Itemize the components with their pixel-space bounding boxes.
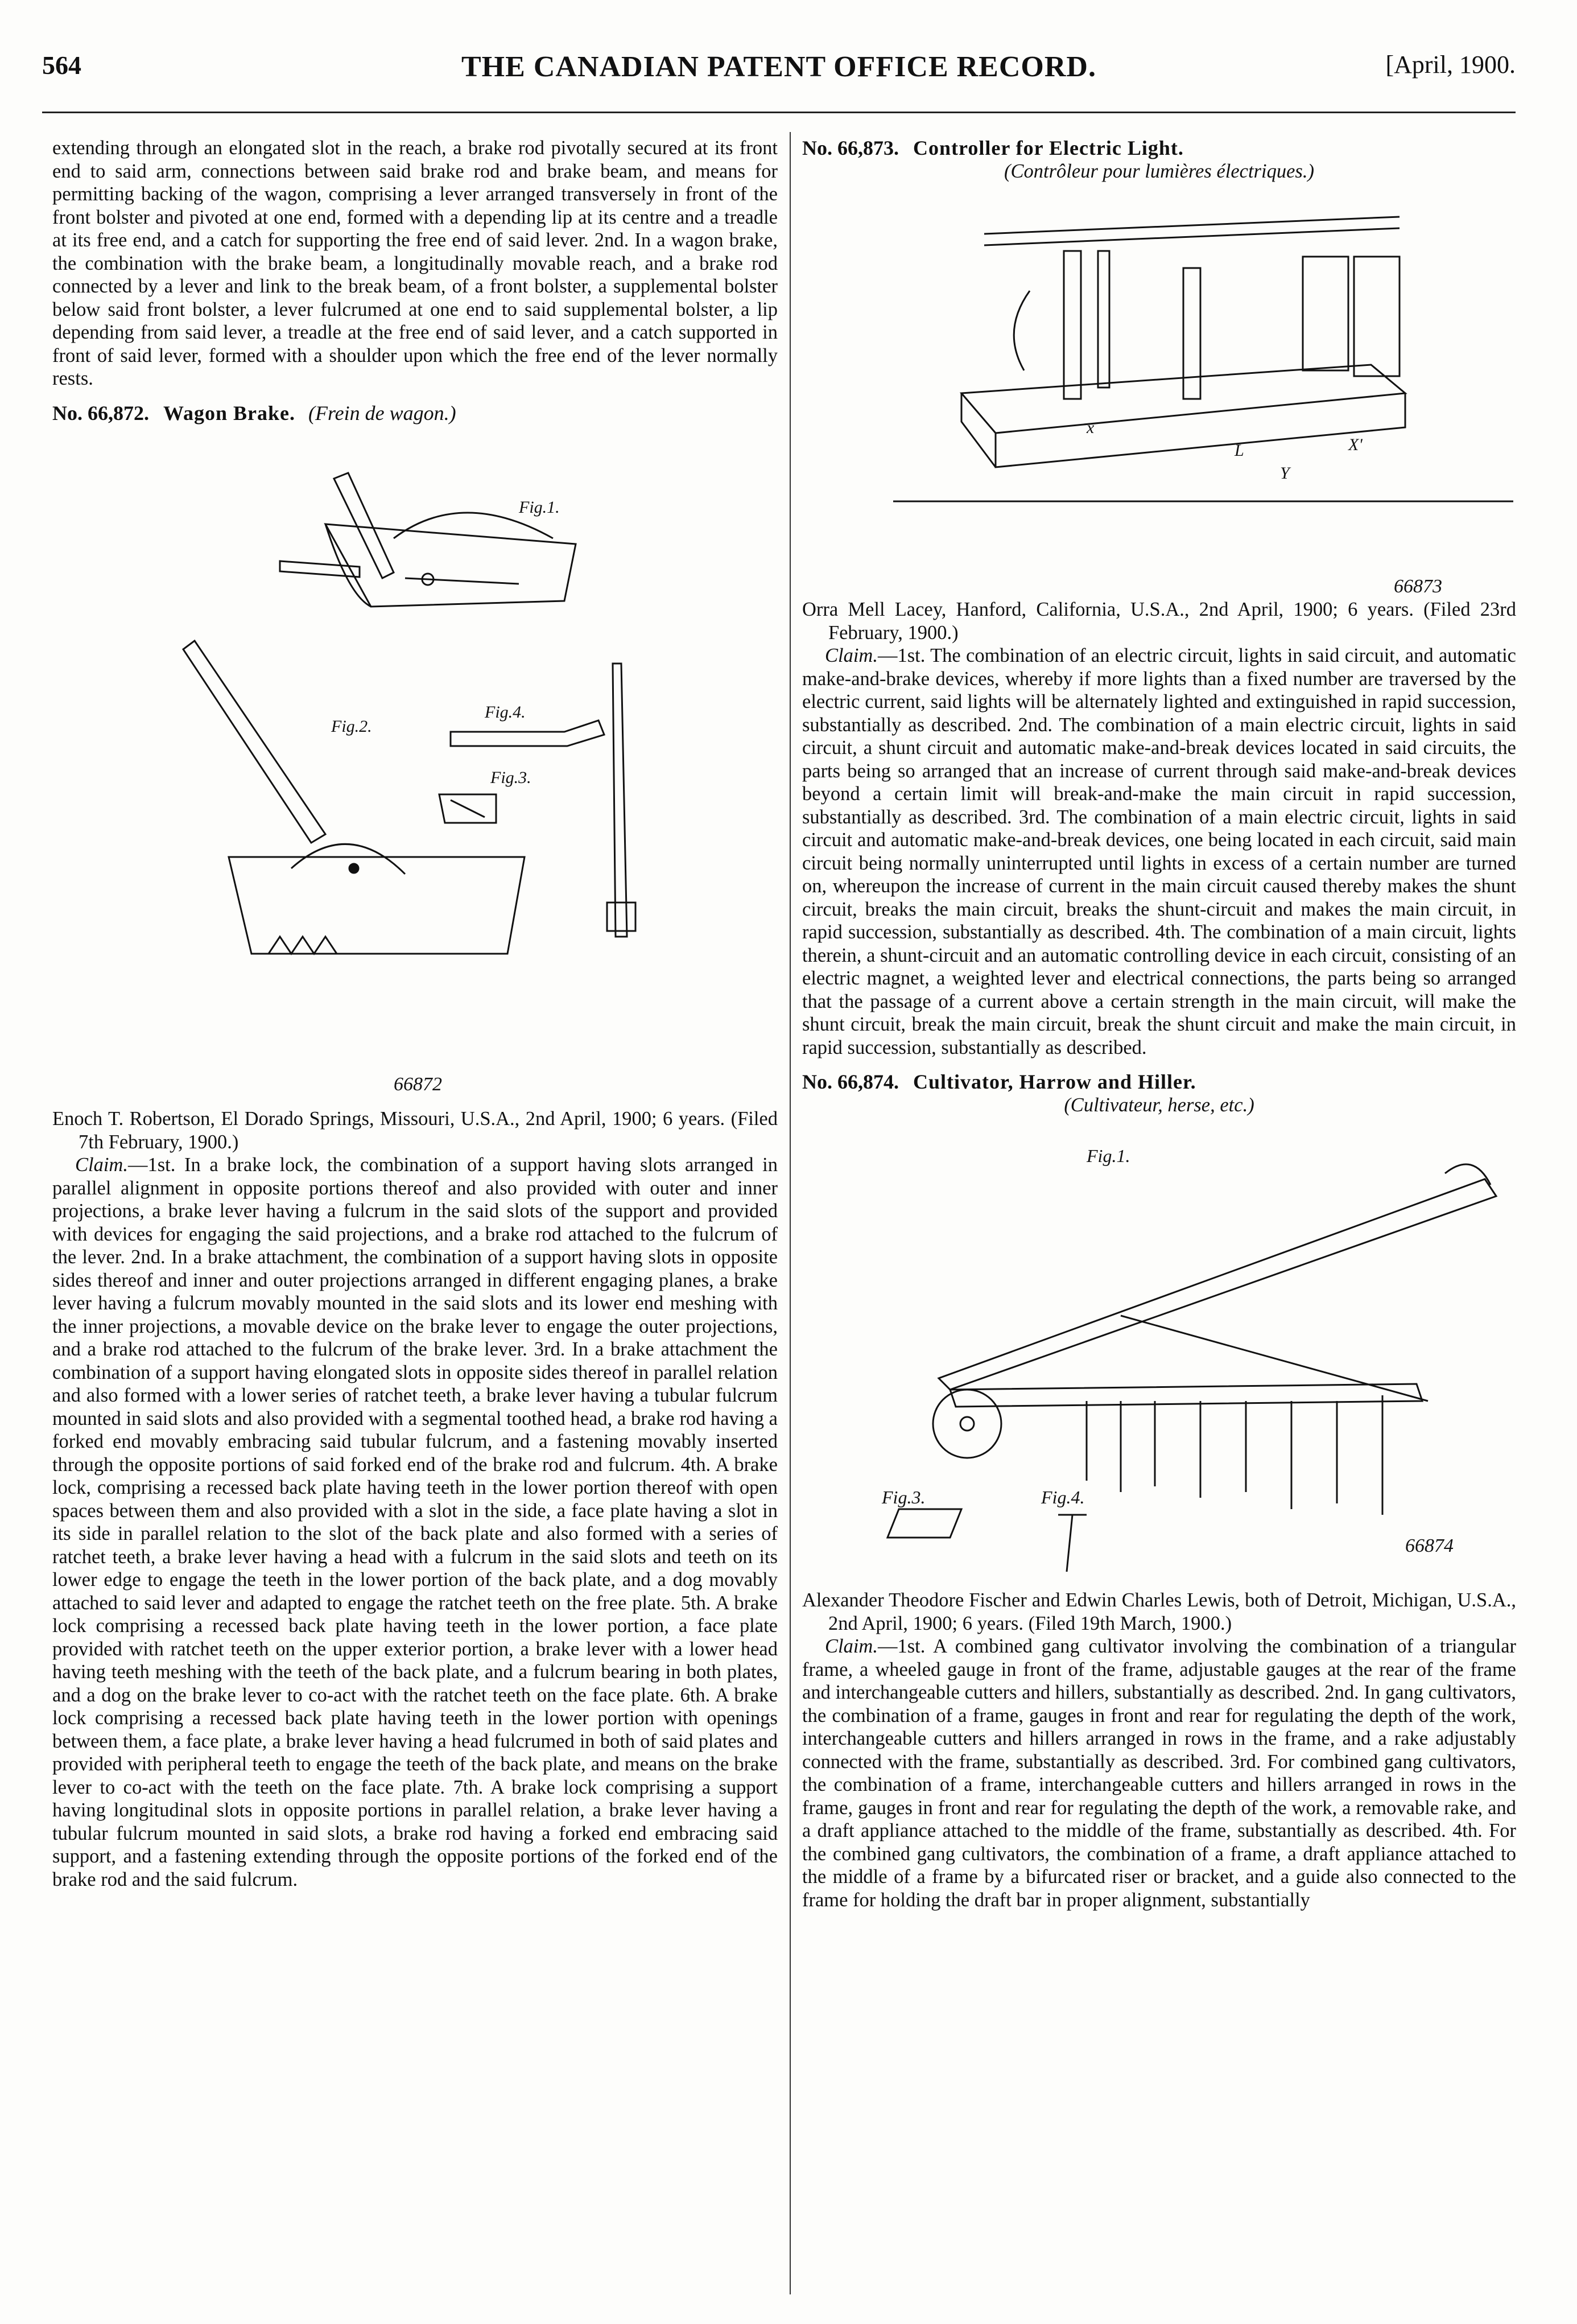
patent-number: No. 66,872. bbox=[52, 401, 149, 425]
patent-french-title: (Frein de wagon.) bbox=[308, 401, 456, 425]
inventor-info: Alexander Theodore Fischer and Edwin Charles Lewis, both of Detroit, Michigan, U.S.A., 2nd April, 1900; 6 years. (Filed 19th March, 1900.) bbox=[802, 1589, 1516, 1634]
right-column bbox=[802, 137, 1516, 1911]
claim-text bbox=[802, 644, 1516, 1059]
issue-date: [April, 1900. bbox=[1385, 51, 1516, 79]
left-column bbox=[52, 137, 778, 1891]
claim-label: Claim. bbox=[825, 645, 878, 666]
figure-number: 66873 bbox=[1394, 576, 1442, 597]
figure-number: 66872 bbox=[394, 1074, 442, 1095]
svg-text:Fig.1.: Fig.1. bbox=[1087, 1145, 1130, 1166]
page-header bbox=[42, 50, 1516, 101]
electric-controller-illustration bbox=[802, 183, 1516, 598]
electric-controller-drawing bbox=[802, 183, 1516, 598]
patent-heading-66873 bbox=[802, 137, 1516, 160]
claim-body: —1st. A combined gang cultivator involving the combination of a triangular frame, a wheeled gauge in front of the frame, adjustable gauges at the rear of the frame and interchangeable cutters and hillers, substantially as described. 2nd. In gang cultivators, the combination of a frame, gauges in front and rear for regulating the depth of the work, interchangeable cutters and hillers arranged in rows in the frame, and a rake adjustably connected with the frame, substantially as described. 3rd. For combined gang cultivators, the combination of a frame, interchangeable cutters and hillers arranged in rows in the frame, gauges in front and rear for regulating the depth of the work, a removable rake, and a draft appliance attached to the middle of the frame, substantially as described. 4th. For the combined gang cultivators, the combination of a frame, a draft appliance attached to the middle of a frame by a bifurcated riser or bracket, and a guide also connected to the frame for holding the draft bar in proper alignment, substantially bbox=[802, 1635, 1516, 1911]
page-number: 564 bbox=[42, 51, 81, 80]
wagon-brake-illustration bbox=[52, 425, 778, 1107]
svg-text:x: x bbox=[1087, 418, 1095, 437]
svg-text:Fig.1.: Fig.1. bbox=[519, 498, 560, 517]
cultivator-illustration bbox=[802, 1116, 1516, 1589]
svg-text:L: L bbox=[1235, 441, 1244, 460]
claim-text bbox=[52, 1153, 778, 1891]
inventor-info: Orra Mell Lacey, Hanford, California, U.S.A., 2nd April, 1900; 6 years. (Filed 23rd February, 1900.) bbox=[802, 599, 1516, 644]
patent-title: Wagon Brake. bbox=[163, 401, 296, 425]
svg-text:Fig.3.: Fig.3. bbox=[882, 1487, 926, 1507]
claim-text bbox=[802, 1635, 1516, 1911]
claim-body: —1st. The combination of an electric circuit, lights in said circuit, and automatic make-and-brake devices, whereby if more lights than a fixed number are traversed by the electric current, said lights will be alternately lighted and extinguished in rapid succession, substantially as described. 2nd. The combination of a main electric circuit, lights in said circuit, a shunt circuit and automatic make-and-break devices located in said circuits, the parts being so arranged that an increase of current through said make-and-break devices beyond a certain limit will break-and-make the main circuit in rapid succession, substantially as described. 3rd. The combination of a main electric circuit, lights in said circuit and automatic make-and-break devices, one being located in each circuit, said main circuit being normally uninterrupted until lights in excess of a certain number are turned on, whereupon the increase of current in the main circuit caused thereby makes the shunt circuit, breaks the main circuit, breaks the shunt-circuit and makes the main circuit, in rapid succession, substantially as described. 4th. The combination of a main circuit, lights therein, a shunt-circuit and an automatic controlling device in each circuit, consisting of an electric magnet, a weighted lever and electrical connections, the parts being so arranged that the passage of a current above a certain strength in the main circuit, will make the shunt circuit, break the main circuit, break the shunt circuit and make the main circuit, in rapid succession, substantially as described. bbox=[802, 645, 1516, 1058]
patent-french-title: (Cultivateur, herse, etc.) bbox=[1064, 1094, 1254, 1116]
svg-text:X': X' bbox=[1348, 435, 1363, 454]
patent-french-title: (Contrôleur pour lumières électriques.) bbox=[1004, 160, 1314, 182]
publication-title: THE CANADIAN PATENT OFFICE RECORD. bbox=[461, 51, 1096, 83]
patent-title: Controller for Electric Light. bbox=[913, 137, 1184, 159]
claim-label: Claim. bbox=[75, 1154, 128, 1176]
svg-text:Fig.2.: Fig.2. bbox=[331, 717, 372, 736]
cultivator-drawing bbox=[802, 1116, 1516, 1589]
wagon-brake-drawing bbox=[52, 425, 778, 1107]
patent-title: Cultivator, Harrow and Hiller. bbox=[913, 1070, 1196, 1093]
svg-text:Fig.3.: Fig.3. bbox=[490, 768, 531, 787]
patent-heading-66872 bbox=[52, 402, 778, 425]
svg-text:Fig.4.: Fig.4. bbox=[485, 703, 526, 722]
figure-number: 66874 bbox=[1405, 1535, 1454, 1556]
patent-heading-66874 bbox=[802, 1070, 1516, 1094]
header-rule bbox=[42, 112, 1516, 113]
column-divider bbox=[790, 132, 791, 2294]
inventor-info: Enoch T. Robertson, El Dorado Springs, Missouri, U.S.A., 2nd April, 1900; 6 years. (Filed 7th February, 1900.) bbox=[52, 1108, 778, 1153]
svg-text:Fig.4.: Fig.4. bbox=[1041, 1487, 1085, 1507]
patent-number: No. 66,873. bbox=[802, 137, 899, 159]
continued-claim-text: extending through an elongated slot in the reach, a brake rod pivotally secured at its front end to said arm, connections between said brake rod and brake beam, and means for permitting backing of the wagon, comprising a lever arranged transversely in front of the front bolster and pivoted at one end, formed with a depending lip at its centre and a treadle at its free end, and a catch for supporting the free end of said lever. 2nd. In a wagon brake, the combination with the brake beam, a longitudinally movable reach, and a brake rod connected by a lever and link to the break beam, of a front bolster, a supplemental bolster below said front bolster, a lever fulcrumed at one end to said supplemental bolster, a lip depending from said lever, a treadle at the free end of said lever, and a catch supported in front of said lever, formed with a shoulder upon which the free end of the lever normally rests. bbox=[52, 137, 778, 389]
patent-number: No. 66,874. bbox=[802, 1070, 899, 1093]
claim-label: Claim. bbox=[825, 1635, 878, 1657]
svg-text:Y: Y bbox=[1280, 464, 1290, 483]
claim-body: —1st. In a brake lock, the combination of a support having slots arranged in parallel alignment in opposite portions thereof and also provided with outer and inner projections, a brake lever having a fulcrum in the said slots of the support and provided with devices for engaging the said projections, and a brake rod attached to the fulcrum of the lever. 2nd. In a brake attachment, the combination of a support having slots in opposite sides thereof and inner and outer projections arranged in different engaging planes, a brake lever having a fulcrum movably mounted in the said slots and its lower end meshing with the inner projections, a movable device on the brake lever to engage the outer projections, and a brake rod attached to the fulcrum of the brake lever. 3rd. In a brake attachment the combination of a support having elongated slots in opposite sides thereof in parallel relation and also formed with a lower series of ratchet teeth, a brake lever having a tubular fulcrum mounted in said slots and also provided with a segmental toothed head, a brake rod having a forked end movably embracing said tubular fulcrum, and a fastening movably inserted through the opposite portions of said forked end of the brake rod and fulcrum. 4th. A brake lock, comprising a recessed back plate having teeth in the lower portion thereof with open spaces between them and also provided with a slot in the side, a face plate having a slot in its side in parallel relation to the slot of the back plate and also formed with a series of ratchet teeth, a brake lever having a head with a fulcrum in the said slots and teeth on its lower edge to engage the teeth in the lower portion of the back plate, and a dog movably attached to said lever and adapted to engage the ratchet teeth on the free plate. 5th. A brake lock comprising a recessed back plate having teeth in the lower portion, a face plate provided with ratchet teeth on the upper exterior portion, a brake lever with a lower head having teeth meshing with the teeth of the back plate, and a fulcrum bearing in both plates, and a dog on the brake lever to co-act with the ratchet teeth on the face plate. 6th. A brake lock comprising a recessed back plate having teeth in the lower portion with openings between them, a face plate, a brake lever having a head fulcrumed in both of said plates and provided with peripheral teeth to engage the teeth of the back plate, and means on the brake lever to co-act with the teeth on the face plate. 7th. A brake lock comprising a support having longitudinal slots in opposite portions in parallel relation, a brake lever having a tubular fulcrum mounted in said slots, a brake rod having a forked end embracing said support, and a fastening extending through the opposite portions of the forked end of the brake rod and the said fulcrum. bbox=[52, 1154, 778, 1890]
